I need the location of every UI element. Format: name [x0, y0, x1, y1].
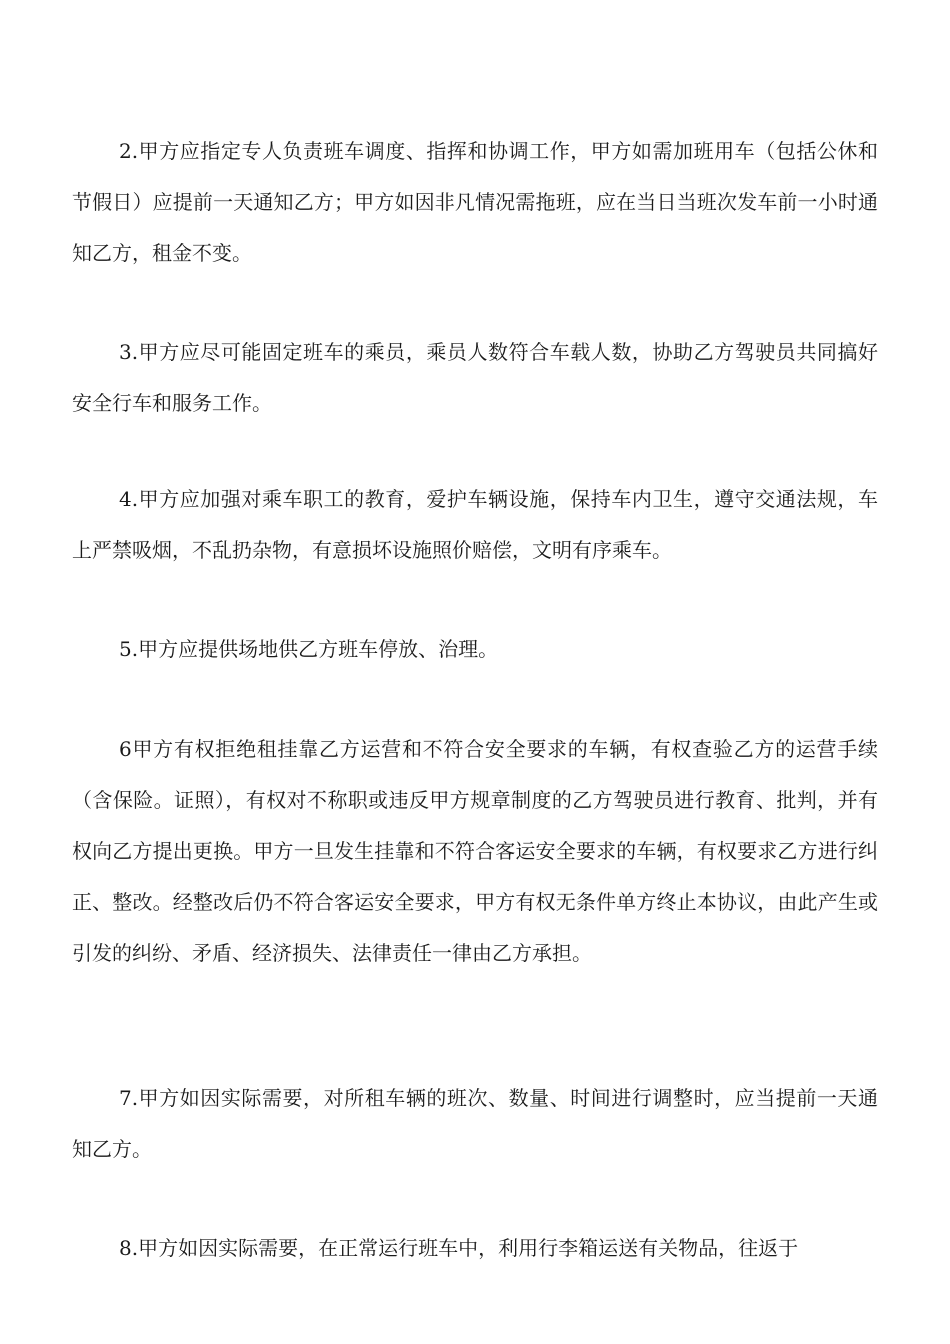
clause-3-paragraph: 3.甲方应尽可能固定班车的乘员，乘员人数符合车载人数，协助乙方驾驶员共同搞好安全行车和服务工作。: [72, 340, 878, 415]
clause-5-paragraph: 5.甲方应提供场地供乙方班车停放、治理。: [119, 637, 499, 661]
clause-7-paragraph: 7.甲方如因实际需要，对所租车辆的班次、数量、时间进行调整时，应当提前一天通知乙方。: [72, 1086, 878, 1161]
clause-8-paragraph: 8.甲方如因实际需要，在正常运行班车中，利用行李箱运送有关物品，往返于: [119, 1236, 799, 1260]
clause-4-paragraph: 4.甲方应加强对乘车职工的教育，爱护车辆设施，保持车内卫生，遵守交通法规，车上严禁吸烟，不乱扔杂物，有意损坏设施照价赔偿，文明有序乘车。: [72, 487, 878, 562]
clause-2-paragraph: 2.甲方应指定专人负责班车调度、指挥和协调工作，甲方如需加班用车（包括公休和节假日）应提前一天通知乙方；甲方如因非凡情况需拖班，应在当日当班次发车前一小时通知乙方，租金不变。: [72, 139, 878, 265]
clause-6-paragraph: 6甲方有权拒绝租挂靠乙方运营和不符合安全要求的车辆，有权查验乙方的运营手续（含保险。证照），有权对不称职或违反甲方规章制度的乙方驾驶员进行教育、批判，并有权向乙方提出更换。甲方一旦发生挂靠和不符合客运安全要求的车辆，有权要求乙方进行纠正、整改。经整改后仍不符合客运安全要求，甲方有权无条件单方终止本协议，由此产生或引发的纠纷、矛盾、经济损失、法律责任一律由乙方承担。: [72, 737, 878, 965]
